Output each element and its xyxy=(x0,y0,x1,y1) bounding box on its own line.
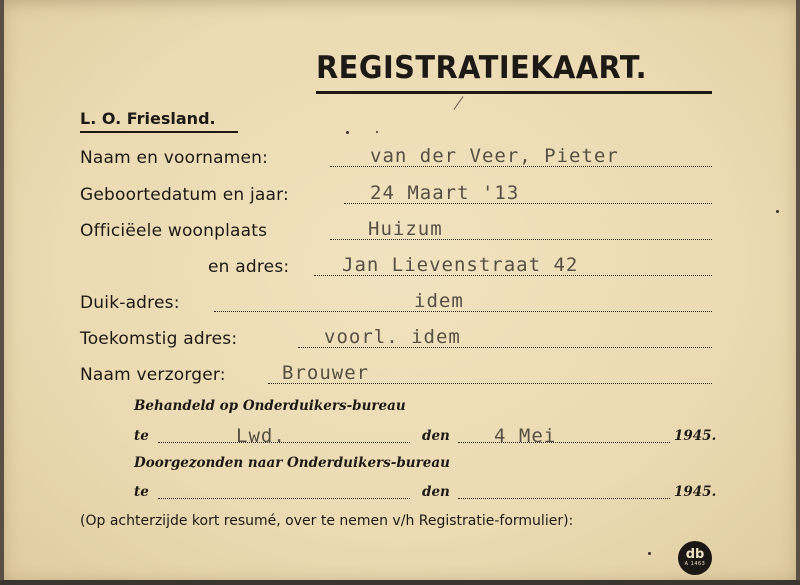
forwarded-den-dotted-line xyxy=(458,498,670,499)
forwarded-te-label: te xyxy=(134,484,149,500)
dive-address-value: idem xyxy=(414,290,464,312)
handled-te-label: te xyxy=(134,428,149,444)
printer-logo xyxy=(678,541,712,575)
handled-den-label: den xyxy=(422,428,450,444)
future-address-value: voorl. idem xyxy=(324,326,461,348)
dive-address-label: Duik-adres: xyxy=(80,293,180,313)
caretaker-label: Naam verzorger: xyxy=(80,365,226,385)
handled-te-value: Lwd. xyxy=(236,425,286,447)
forwarded-te-dotted-line xyxy=(158,498,410,499)
birth-value: 24 Maart '13 xyxy=(370,182,520,204)
card-edge-left xyxy=(0,0,4,585)
forwarded-year: 1945. xyxy=(674,484,717,500)
forwarded-heading: Doorgezonden naar Onderduikers-bureau xyxy=(134,455,450,471)
handled-den-value: 4 Mei xyxy=(494,425,557,447)
address-label: en adres: xyxy=(208,257,290,277)
logo-small-text: A 1463 xyxy=(684,560,706,567)
handled-den-dotted-line xyxy=(458,442,670,443)
name-value: van der Veer, Pieter xyxy=(370,145,619,167)
residence-value: Huizum xyxy=(368,218,443,240)
card-edge-right xyxy=(796,0,800,585)
residence-label: Officiëele woonplaats xyxy=(80,221,268,241)
paper-scratch xyxy=(454,96,464,110)
handled-heading: Behandeld op Onderduikers-bureau xyxy=(134,398,406,414)
card-title: REGISTRATIEKAART. xyxy=(316,50,648,86)
paper-speck xyxy=(346,131,349,134)
logo-mark: db xyxy=(685,546,705,562)
paper-speck xyxy=(776,210,779,213)
paper-speck xyxy=(648,552,651,555)
title-underline xyxy=(316,91,712,94)
birth-label: Geboortedatum en jaar: xyxy=(80,185,289,205)
footer-note: (Op achterzijde kort resumé, over te nemen v/h Registratie-formulier): xyxy=(80,513,574,529)
card-edge-bottom xyxy=(0,580,800,585)
paper-speck xyxy=(376,131,378,133)
caretaker-value: Brouwer xyxy=(282,362,370,384)
organization-label: L. O. Friesland. xyxy=(80,109,216,128)
name-label: Naam en voornamen: xyxy=(80,148,269,168)
organization-underline xyxy=(80,131,238,133)
address-value: Jan Lievenstraat 42 xyxy=(342,254,579,276)
handled-year: 1945. xyxy=(674,428,717,444)
forwarded-den-label: den xyxy=(422,484,450,500)
future-address-label: Toekomstig adres: xyxy=(80,329,238,349)
